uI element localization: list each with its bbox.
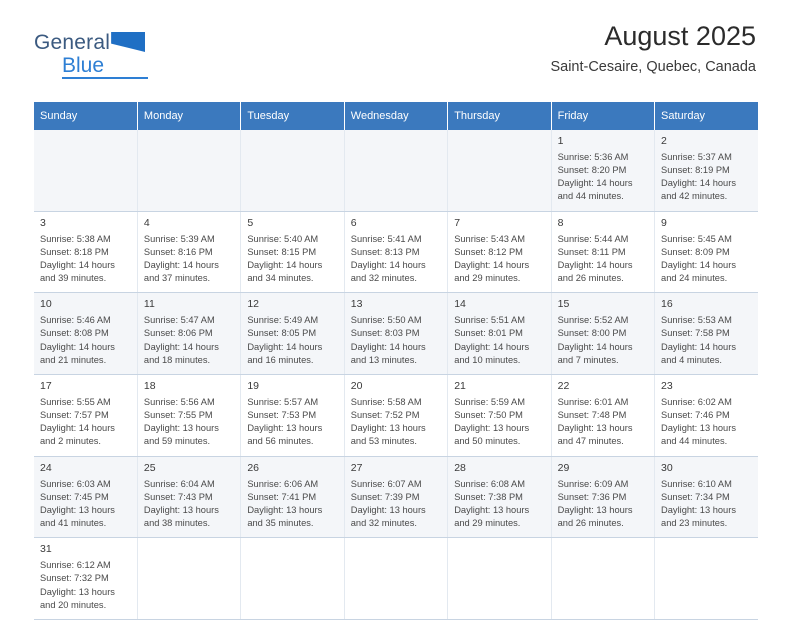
day-info-line: Daylight: 13 hours [40, 586, 115, 597]
day-info-line: Daylight: 14 hours [557, 341, 633, 352]
calendar-day-cell[interactable] [448, 293, 551, 375]
calendar-cell-empty [137, 538, 240, 620]
day-info-line: Sunrise: 6:07 AM [350, 478, 422, 489]
calendar-cell-empty [448, 130, 551, 211]
weekday-header-sunday: Sunday [34, 102, 137, 130]
day-info-line: Sunset: 8:20 PM [557, 165, 627, 176]
day-info-line: Sunrise: 6:02 AM [661, 396, 732, 407]
day-info-line: Sunset: 7:57 PM [40, 410, 109, 421]
day-info-line: Daylight: 13 hours [557, 504, 633, 515]
day-info-line: Daylight: 14 hours [557, 259, 633, 270]
calendar-day-cell[interactable] [551, 374, 654, 456]
day-number: 7 [454, 216, 461, 229]
day-info-line: Daylight: 14 hours [661, 178, 736, 189]
calendar-day-cell[interactable] [241, 456, 344, 538]
brand-name-blue: Blue [62, 54, 105, 77]
calendar-day-cell[interactable] [241, 293, 344, 375]
day-info-line: Daylight: 14 hours [454, 341, 530, 352]
calendar-body [34, 130, 758, 619]
day-info-line: Sunrise: 5:41 AM [350, 233, 422, 244]
weekday-header-row [34, 102, 758, 130]
day-info-line: and 47 minutes. [557, 436, 624, 447]
day-info-line: and 32 minutes. [350, 518, 417, 529]
weekday-header-wednesday: Wednesday [344, 102, 447, 130]
day-number: 5 [247, 216, 254, 229]
day-info-line: Sunset: 7:55 PM [143, 410, 213, 421]
day-info-line: Sunrise: 5:44 AM [557, 233, 629, 244]
day-info-line: Daylight: 14 hours [454, 259, 530, 270]
day-info-line: Sunrise: 5:56 AM [143, 396, 215, 407]
calendar-day-cell[interactable] [551, 130, 654, 211]
day-number: 24 [40, 461, 52, 474]
day-info-line: Sunset: 8:09 PM [661, 246, 730, 257]
calendar-week-row [34, 538, 758, 620]
day-number: 21 [454, 379, 466, 392]
calendar-cell-empty [344, 538, 447, 620]
day-info-line: Daylight: 14 hours [350, 341, 426, 352]
calendar-cell-empty [137, 130, 240, 211]
day-info-line: Daylight: 13 hours [143, 423, 219, 434]
day-info-line: Sunset: 8:15 PM [247, 246, 317, 257]
calendar-day-cell[interactable] [34, 293, 137, 375]
day-info-line: Daylight: 14 hours [40, 341, 115, 352]
day-info-line: Sunset: 8:19 PM [661, 165, 730, 176]
day-info-line: Sunset: 7:46 PM [661, 410, 730, 421]
calendar-day-cell[interactable] [448, 456, 551, 538]
calendar-day-cell[interactable] [344, 456, 447, 538]
calendar-week-row [34, 293, 758, 375]
brand-mark [34, 32, 148, 79]
day-info-line: Sunset: 7:58 PM [661, 328, 730, 339]
day-info-line: Sunrise: 5:59 AM [454, 396, 525, 407]
day-number: 4 [143, 216, 150, 229]
day-info-line: and 18 minutes. [143, 354, 211, 365]
day-info-line: Sunset: 7:50 PM [454, 410, 523, 421]
day-info-line: and 44 minutes. [557, 191, 624, 202]
day-info-line: Sunset: 7:38 PM [454, 491, 523, 502]
day-info-line: Sunset: 7:52 PM [350, 410, 420, 421]
weekday-header-tuesday: Tuesday [241, 102, 344, 130]
flag-icon [111, 32, 145, 52]
day-number: 9 [661, 216, 667, 229]
day-info-line: and 21 minutes. [40, 354, 107, 365]
day-info-line: Sunset: 7:32 PM [40, 573, 109, 584]
calendar-table [34, 102, 758, 620]
day-number: 25 [143, 461, 156, 474]
calendar-day-cell[interactable] [344, 374, 447, 456]
day-info-line: Daylight: 13 hours [350, 423, 426, 434]
day-info-line: and 41 minutes. [40, 518, 107, 529]
day-info-line: Sunrise: 5:46 AM [40, 315, 111, 326]
day-info-line: Daylight: 14 hours [143, 259, 219, 270]
day-number: 6 [350, 216, 357, 229]
day-info-line: Sunrise: 5:57 AM [247, 396, 319, 407]
calendar-day-cell[interactable] [551, 293, 654, 375]
brand-underline [62, 77, 148, 79]
day-info-line: Sunrise: 6:03 AM [40, 478, 111, 489]
calendar-cell-empty [551, 538, 654, 620]
weekday-header-saturday: Saturday [655, 102, 758, 130]
day-info-line: Sunset: 7:36 PM [557, 491, 627, 502]
day-info-line: Sunset: 7:45 PM [40, 491, 109, 502]
day-info-line: and 10 minutes. [454, 354, 521, 365]
day-info-line: Sunset: 7:39 PM [350, 491, 420, 502]
day-info-line: Daylight: 14 hours [40, 423, 115, 434]
day-info-line: and 39 minutes. [40, 273, 107, 284]
day-info-line: and 44 minutes. [661, 436, 728, 447]
day-info-line: Daylight: 13 hours [454, 423, 530, 434]
day-info-line: and 59 minutes. [143, 436, 211, 447]
day-info-line: Daylight: 14 hours [661, 259, 736, 270]
day-info-line: and 26 minutes. [557, 518, 624, 529]
day-number: 10 [40, 298, 52, 311]
day-number: 19 [247, 379, 260, 392]
day-info-line: Sunrise: 5:49 AM [247, 315, 319, 326]
day-info-line: and 34 minutes. [247, 273, 314, 284]
day-info-line: Sunrise: 6:06 AM [247, 478, 319, 489]
calendar-day-cell[interactable] [344, 211, 447, 293]
calendar-day-cell[interactable] [241, 374, 344, 456]
calendar-day-cell[interactable] [34, 538, 137, 620]
calendar-week-row [34, 211, 758, 293]
day-info-line: Sunrise: 5:50 AM [350, 315, 422, 326]
calendar-day-cell[interactable] [655, 130, 758, 211]
calendar-day-cell[interactable] [655, 211, 758, 293]
brand-name-general: General [34, 31, 111, 54]
calendar-day-cell[interactable] [137, 211, 240, 293]
day-info-line: Sunset: 7:41 PM [247, 491, 317, 502]
day-number: 14 [454, 298, 466, 311]
day-number: 28 [454, 461, 466, 474]
day-number: 22 [557, 379, 570, 392]
day-info-line: Sunrise: 5:37 AM [661, 151, 732, 162]
page-subtitle: Saint-Cesaire, Quebec, Canada [550, 59, 756, 76]
day-info-line: and 56 minutes. [247, 436, 314, 447]
day-number: 20 [350, 379, 363, 392]
day-info-line: and 26 minutes. [557, 273, 624, 284]
day-info-line: Sunrise: 6:04 AM [143, 478, 215, 489]
day-info-line: Sunrise: 6:10 AM [661, 478, 732, 489]
day-number: 16 [661, 298, 673, 311]
day-info-line: Sunset: 8:12 PM [454, 246, 523, 257]
day-info-line: Daylight: 14 hours [557, 178, 633, 189]
day-info-line: Daylight: 13 hours [661, 504, 736, 515]
day-number: 2 [661, 135, 667, 147]
day-info-line: and 20 minutes. [40, 599, 107, 610]
day-info-line: and 16 minutes. [247, 354, 314, 365]
calendar-cell-empty [655, 538, 758, 620]
calendar-cell-empty [34, 130, 137, 211]
title-block [550, 22, 758, 75]
day-info-line: Daylight: 14 hours [143, 341, 219, 352]
day-info-line: Sunrise: 5:47 AM [143, 315, 215, 326]
day-info-line: Daylight: 13 hours [40, 504, 115, 515]
calendar-day-cell[interactable] [448, 374, 551, 456]
day-number: 29 [557, 461, 570, 474]
page-header [34, 22, 758, 94]
day-info-line: Sunrise: 5:51 AM [454, 315, 525, 326]
day-info-line: Sunset: 8:16 PM [143, 246, 213, 257]
day-info-line: and 24 minutes. [661, 273, 728, 284]
day-number: 23 [661, 379, 673, 392]
day-info-line: Daylight: 13 hours [454, 504, 530, 515]
day-info-line: Sunset: 8:18 PM [40, 246, 109, 257]
day-info-line: and 4 minutes. [661, 354, 723, 365]
calendar-day-cell[interactable] [655, 374, 758, 456]
day-info-line: Sunset: 8:13 PM [350, 246, 420, 257]
day-number: 3 [40, 216, 46, 229]
calendar-cell-empty [241, 130, 344, 211]
day-info-line: Daylight: 14 hours [247, 259, 323, 270]
day-info-line: Sunrise: 5:52 AM [557, 315, 629, 326]
day-info-line: Sunrise: 5:36 AM [557, 151, 629, 162]
day-info-line: Sunrise: 5:45 AM [661, 233, 732, 244]
calendar-week-row [34, 374, 758, 456]
day-info-line: and 29 minutes. [454, 518, 521, 529]
day-info-line: Daylight: 13 hours [247, 504, 323, 515]
day-info-line: and 37 minutes. [143, 273, 211, 284]
day-info-line: Daylight: 13 hours [557, 423, 633, 434]
day-number: 30 [661, 461, 673, 474]
day-info-line: Daylight: 14 hours [40, 259, 115, 270]
day-number: 12 [247, 298, 260, 311]
day-info-line: Sunrise: 5:39 AM [143, 233, 215, 244]
day-info-line: Sunset: 7:53 PM [247, 410, 317, 421]
day-info-line: Sunrise: 5:58 AM [350, 396, 422, 407]
day-number: 26 [247, 461, 260, 474]
day-number: 13 [350, 298, 363, 311]
day-info-line: Sunset: 7:43 PM [143, 491, 213, 502]
day-info-line: and 35 minutes. [247, 518, 314, 529]
day-info-line: Sunrise: 5:43 AM [454, 233, 525, 244]
day-info-line: and 32 minutes. [350, 273, 417, 284]
page-title: August 2025 [604, 21, 756, 51]
weekday-header-friday: Friday [551, 102, 654, 130]
day-info-line: and 53 minutes. [350, 436, 417, 447]
day-info-line: Sunset: 8:11 PM [557, 246, 626, 257]
day-info-line: Sunset: 8:08 PM [40, 328, 109, 339]
day-number: 15 [557, 298, 570, 311]
calendar-day-cell[interactable] [551, 456, 654, 538]
day-info-line: Sunset: 8:06 PM [143, 328, 213, 339]
day-info-line: Sunrise: 5:53 AM [661, 315, 732, 326]
calendar-day-cell[interactable] [137, 456, 240, 538]
day-info-line: Sunrise: 5:55 AM [40, 396, 111, 407]
calendar-day-cell[interactable] [448, 211, 551, 293]
day-info-line: Sunrise: 6:01 AM [557, 396, 629, 407]
calendar-day-cell[interactable] [655, 293, 758, 375]
day-info-line: and 38 minutes. [143, 518, 211, 529]
calendar-day-cell[interactable] [655, 456, 758, 538]
calendar-cell-empty [448, 538, 551, 620]
day-number: 27 [350, 461, 363, 474]
day-info-line: Daylight: 14 hours [247, 341, 323, 352]
calendar-day-cell[interactable] [34, 456, 137, 538]
day-number: 17 [40, 379, 52, 392]
calendar-day-cell[interactable] [137, 374, 240, 456]
weekday-header-thursday: Thursday [448, 102, 551, 130]
calendar-day-cell[interactable] [344, 293, 447, 375]
day-info-line: and 13 minutes. [350, 354, 417, 365]
day-info-line: Sunrise: 6:08 AM [454, 478, 525, 489]
calendar-day-cell[interactable] [241, 211, 344, 293]
brand-logo [34, 22, 224, 79]
day-info-line: Daylight: 13 hours [661, 423, 736, 434]
day-number: 18 [143, 379, 156, 392]
day-info-line: Daylight: 14 hours [350, 259, 426, 270]
day-info-line: and 29 minutes. [454, 273, 521, 284]
day-info-line: Sunset: 8:00 PM [557, 328, 627, 339]
calendar-cell-empty [241, 538, 344, 620]
day-number: 8 [557, 216, 564, 229]
calendar-week-row [34, 456, 758, 538]
day-info-line: Sunrise: 6:12 AM [40, 560, 111, 571]
day-info-line: Sunset: 8:03 PM [350, 328, 420, 339]
day-number: 1 [557, 135, 564, 147]
weekday-header-monday: Monday [137, 102, 240, 130]
day-info-line: and 42 minutes. [661, 191, 728, 202]
day-number: 11 [143, 298, 155, 311]
day-number: 31 [40, 543, 52, 556]
day-info-line: Daylight: 13 hours [247, 423, 323, 434]
day-info-line: and 50 minutes. [454, 436, 521, 447]
calendar-day-cell[interactable] [34, 211, 137, 293]
day-info-line: and 7 minutes. [557, 354, 619, 365]
day-info-line: Sunset: 8:05 PM [247, 328, 317, 339]
calendar-day-cell[interactable] [551, 211, 654, 293]
calendar-day-cell[interactable] [34, 374, 137, 456]
day-info-line: Sunset: 7:48 PM [557, 410, 627, 421]
day-info-line: Sunrise: 5:40 AM [247, 233, 319, 244]
calendar-day-cell[interactable] [137, 293, 240, 375]
day-info-line: Daylight: 13 hours [143, 504, 219, 515]
calendar-cell-empty [344, 130, 447, 211]
day-info-line: and 2 minutes. [40, 436, 101, 447]
day-info-line: Sunrise: 6:09 AM [557, 478, 629, 489]
calendar-week-row [34, 130, 758, 211]
day-info-line: Daylight: 13 hours [350, 504, 426, 515]
day-info-line: Sunset: 7:34 PM [661, 491, 730, 502]
day-info-line: and 23 minutes. [661, 518, 728, 529]
day-info-line: Sunset: 8:01 PM [454, 328, 523, 339]
day-info-line: Sunrise: 5:38 AM [40, 233, 111, 244]
day-info-line: Daylight: 14 hours [661, 341, 736, 352]
